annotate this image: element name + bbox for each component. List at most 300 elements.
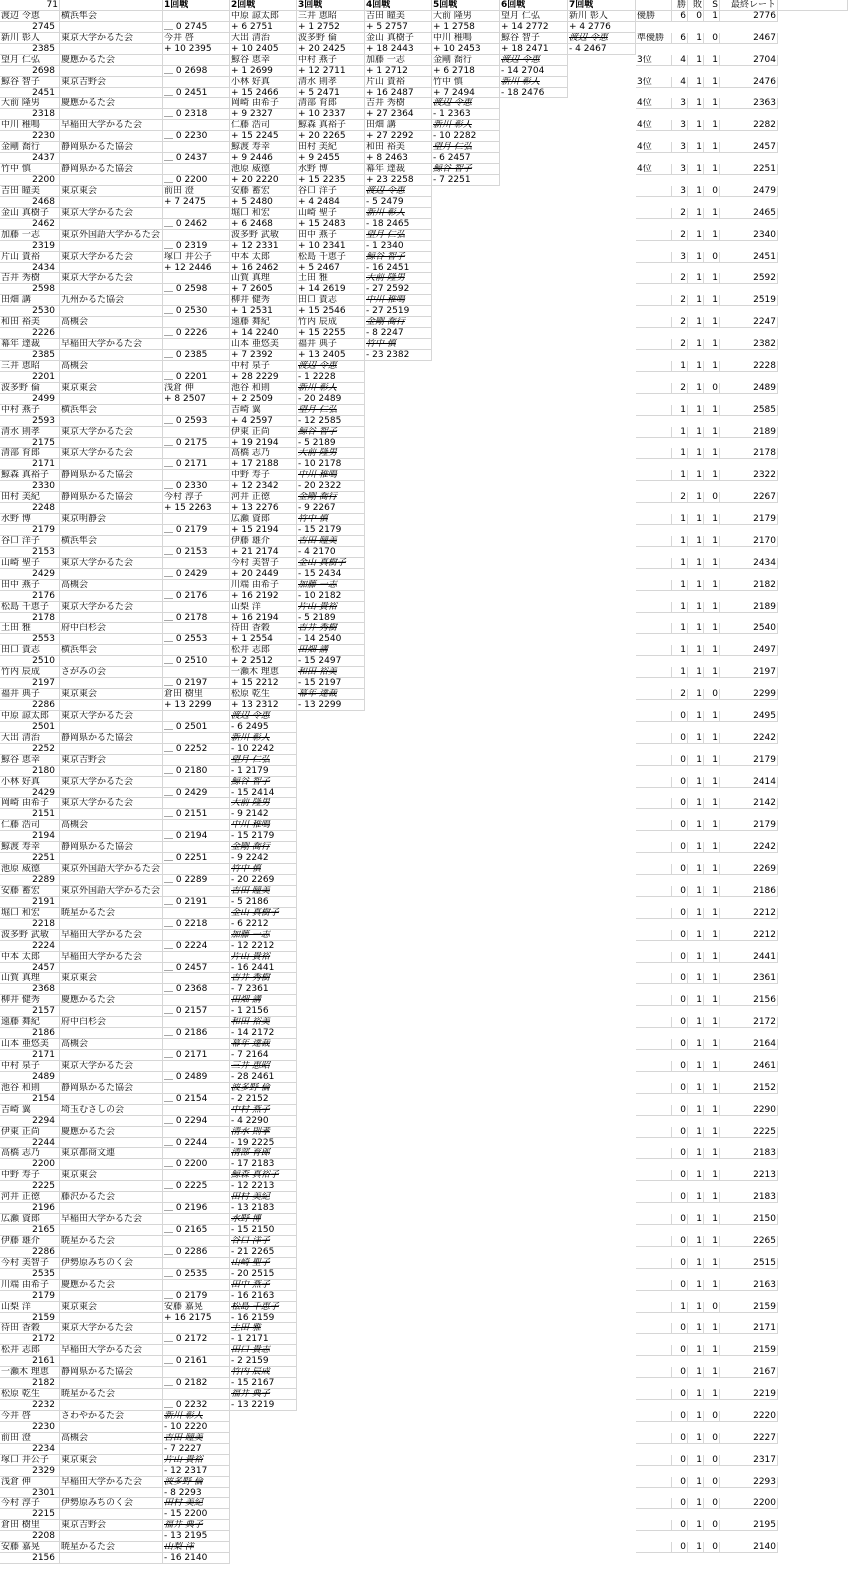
match-detail: + 6 2751: [230, 22, 297, 33]
player-s: 0: [704, 1433, 720, 1444]
player-detail-row: [0, 963, 848, 974]
player-s: 1: [704, 405, 720, 416]
player-club: 高槻会: [60, 1039, 163, 1050]
player-final-rate: 2434: [720, 558, 778, 569]
player-detail-row: [0, 350, 848, 361]
match-opponent: 竹中 慎: [230, 864, 297, 875]
club-blank: [60, 656, 163, 667]
player-final-rate: 2167: [720, 1367, 778, 1378]
player-detail-row: [0, 1006, 848, 1017]
player-losses: 1: [688, 733, 704, 744]
player-detail-row: [0, 1028, 848, 1039]
player-club: 静岡県かるた協会: [60, 470, 163, 481]
match-opponent: 鯨谷 智子: [365, 252, 432, 263]
match-opponent: 鯨森 真裕子: [297, 120, 365, 131]
match-opponent: 渡辺 令恵: [500, 55, 568, 66]
match-detail: ＿ 0 2437: [163, 153, 230, 164]
club-blank: [60, 1422, 163, 1433]
player-wins: 1: [672, 1302, 688, 1313]
player-detail-row: [0, 853, 848, 864]
player-final-rate: 2159: [720, 1345, 778, 1356]
player-club: 早稲田大学かるた会: [60, 952, 163, 963]
match-opponent: 一瀬木 理恵: [230, 667, 297, 678]
player-name: 浅倉 伸: [0, 1477, 60, 1488]
player-initial-rate: 2176: [0, 591, 60, 602]
player-final-rate: 2178: [720, 448, 778, 459]
player-place: [636, 1477, 672, 1488]
player-s: 0: [704, 1411, 720, 1422]
player-club: 東京大学かるた会: [60, 602, 163, 613]
match-opponent: [163, 448, 230, 459]
player-losses: 1: [688, 273, 704, 284]
player-club: 東京外国語大学かるた会: [60, 230, 163, 241]
match-detail: ＿ 0 2226: [163, 328, 230, 339]
player-place: 準優勝: [636, 33, 672, 44]
player-final-rate: 2219: [720, 1389, 778, 1400]
match-detail: - 5 2186: [230, 897, 297, 908]
club-blank: [60, 1247, 163, 1258]
match-opponent: 和田 裕美: [297, 667, 365, 678]
header-place-blank: [636, 0, 672, 11]
player-losses: 1: [688, 405, 704, 416]
player-club: 東京大学かるた会: [60, 252, 163, 263]
player-place: [636, 820, 672, 831]
player-losses: 1: [688, 1455, 704, 1466]
player-initial-rate: 2457: [0, 963, 60, 974]
match-opponent: [163, 142, 230, 153]
player-place: [636, 623, 672, 634]
match-opponent: [163, 536, 230, 547]
player-losses: 1: [688, 1258, 704, 1269]
match-detail: ＿ 0 2171: [163, 459, 230, 470]
player-wins: 4: [672, 55, 688, 66]
match-opponent: 川端 由希子: [230, 580, 297, 591]
player-initial-rate: 2294: [0, 1116, 60, 1127]
match-opponent: 田中 燕子: [297, 230, 365, 241]
club-blank: [60, 394, 163, 405]
player-club: 静岡県かるた協会: [60, 142, 163, 153]
player-wins: 0: [672, 1214, 688, 1225]
match-opponent: 新川 彰人: [432, 120, 500, 131]
player-losses: 1: [688, 623, 704, 634]
club-blank: [60, 372, 163, 383]
match-detail: + 14 2619: [297, 284, 365, 295]
player-losses: 1: [688, 1105, 704, 1116]
player-name-row: [0, 777, 848, 788]
player-s: 1: [704, 470, 720, 481]
player-place: [636, 1148, 672, 1159]
match-detail: - 4 2290: [230, 1116, 297, 1127]
player-name-row: [0, 1345, 848, 1356]
match-opponent: 中川 稚鳴: [432, 33, 500, 44]
player-losses: 1: [688, 142, 704, 153]
match-detail: ＿ 0 2157: [163, 1006, 230, 1017]
match-opponent: [163, 908, 230, 919]
player-name: 今村 美智子: [0, 1258, 60, 1269]
player-s: 1: [704, 164, 720, 175]
player-club: 東京都商文連: [60, 1148, 163, 1159]
player-detail-row: [0, 416, 848, 427]
player-s: 1: [704, 908, 720, 919]
club-blank: [60, 44, 163, 55]
player-s: 1: [704, 667, 720, 678]
match-detail: + 7 2605: [230, 284, 297, 295]
club-blank: [60, 875, 163, 886]
match-detail: ＿ 0 2244: [163, 1138, 230, 1149]
match-opponent: 鯨渡 寿幸: [230, 142, 297, 153]
player-s: 1: [704, 623, 720, 634]
player-initial-rate: 2510: [0, 656, 60, 667]
player-losses: 1: [688, 1214, 704, 1225]
match-opponent: 大前 隆男: [297, 448, 365, 459]
match-opponent: [163, 230, 230, 241]
club-blank: [60, 1509, 163, 1520]
match-opponent: 竹中 慎: [432, 77, 500, 88]
player-wins: 1: [672, 602, 688, 613]
match-detail: - 10 2220: [163, 1422, 230, 1433]
match-opponent: 吉井 秀樹: [297, 623, 365, 634]
player-final-rate: 2242: [720, 842, 778, 853]
player-name-row: [0, 1017, 848, 1028]
player-losses: 1: [688, 339, 704, 350]
header-round-4: 4回戦: [365, 0, 432, 11]
match-detail: ＿ 0 2196: [163, 1203, 230, 1214]
player-losses: 1: [688, 689, 704, 700]
player-detail-row: [0, 1050, 848, 1061]
match-detail: ＿ 0 2429: [163, 788, 230, 799]
player-detail-row: [0, 569, 848, 580]
player-s: 1: [704, 427, 720, 438]
match-opponent: 田口 貴志: [297, 295, 365, 306]
match-opponent: 中川 稚鳴: [365, 295, 432, 306]
player-name-row: [0, 252, 848, 263]
player-final-rate: 2179: [720, 755, 778, 766]
match-detail: + 20 2425: [297, 44, 365, 55]
player-s: 1: [704, 711, 720, 722]
player-initial-rate: 2153: [0, 547, 60, 558]
match-detail: ＿ 0 2178: [163, 613, 230, 624]
player-name: 谷口 洋子: [0, 536, 60, 547]
player-name-row: [0, 1542, 848, 1553]
player-final-rate: 2220: [720, 1411, 778, 1422]
header-round-7: 7回戦: [568, 0, 636, 11]
player-name-row: [0, 580, 848, 591]
player-initial-rate: 2191: [0, 897, 60, 908]
match-detail: - 14 2540: [297, 634, 365, 645]
player-losses: 1: [688, 1280, 704, 1291]
match-opponent: 望月 仁弘: [365, 230, 432, 241]
match-opponent: [163, 1389, 230, 1400]
match-detail: - 16 2451: [365, 263, 432, 274]
player-initial-rate: 2535: [0, 1269, 60, 1280]
player-name: 池原 威德: [0, 864, 60, 875]
match-opponent: 新川 彰人: [297, 383, 365, 394]
match-detail: - 10 2242: [230, 744, 297, 755]
player-place: [636, 1236, 672, 1247]
match-detail: - 1 2179: [230, 766, 297, 777]
player-initial-rate: 2225: [0, 1181, 60, 1192]
match-opponent: 金剛 喬行: [230, 842, 297, 853]
player-wins: 3: [672, 164, 688, 175]
match-opponent: 金剛 喬行: [297, 492, 365, 503]
player-final-rate: 2159: [720, 1302, 778, 1313]
match-detail: - 15 2497: [297, 656, 365, 667]
club-blank: [60, 722, 163, 733]
club-blank: [60, 897, 163, 908]
match-opponent: 片山 貴裕: [365, 77, 432, 88]
match-opponent: 大前 隆男: [230, 798, 297, 809]
match-opponent: 波多野 武敏: [230, 230, 297, 241]
club-blank: [60, 1138, 163, 1149]
header-round-6: 6回戦: [500, 0, 568, 11]
club-blank: [60, 1094, 163, 1105]
match-opponent: [163, 55, 230, 66]
player-name-row: [0, 952, 848, 963]
player-final-rate: 2293: [720, 1477, 778, 1488]
player-s: 1: [704, 1192, 720, 1203]
player-initial-rate: 2200: [0, 1159, 60, 1170]
match-opponent: 竹内 辰成: [297, 317, 365, 328]
player-name-row: [0, 1477, 848, 1488]
match-detail: - 12 2317: [163, 1466, 230, 1477]
player-wins: 0: [672, 1127, 688, 1138]
match-detail: ＿ 0 2553: [163, 634, 230, 645]
match-detail: - 7 2361: [230, 984, 297, 995]
match-opponent: [163, 995, 230, 1006]
player-place: 4位: [636, 120, 672, 131]
match-opponent: [163, 77, 230, 88]
match-detail: - 6 2495: [230, 722, 297, 733]
player-initial-rate: 2201: [0, 372, 60, 383]
player-wins: 0: [672, 1105, 688, 1116]
match-detail: ＿ 0 2286: [163, 1247, 230, 1258]
player-losses: 1: [688, 77, 704, 88]
match-detail: + 1 2699: [230, 66, 297, 77]
player-place: [636, 1411, 672, 1422]
player-place: [636, 1280, 672, 1291]
player-detail-row: [0, 306, 848, 317]
player-place: [636, 1127, 672, 1138]
player-name: 大出 清治: [0, 733, 60, 744]
player-name-row: [0, 470, 848, 481]
match-opponent: 前田 澄: [163, 186, 230, 197]
player-final-rate: 2186: [720, 886, 778, 897]
match-detail: ＿ 0 2200: [163, 1159, 230, 1170]
player-final-rate: 2540: [720, 623, 778, 634]
player-club: 東京大学かるた会: [60, 1061, 163, 1072]
header-s: S: [704, 0, 720, 11]
match-detail: + 12 2446: [163, 263, 230, 274]
player-wins: 2: [672, 317, 688, 328]
player-s: 1: [704, 230, 720, 241]
player-name-row: [0, 667, 848, 678]
player-place: [636, 273, 672, 284]
player-name: 一瀬木 理恵: [0, 1367, 60, 1378]
player-name-row: [0, 645, 848, 656]
club-blank: [60, 131, 163, 142]
player-club: 東京東会: [60, 1170, 163, 1181]
match-detail: - 15 2434: [297, 569, 365, 580]
match-detail: ＿ 0 2385: [163, 350, 230, 361]
player-final-rate: 2156: [720, 995, 778, 1006]
player-final-rate: 2269: [720, 864, 778, 875]
player-club: 早稲田大学かるた会: [60, 1477, 163, 1488]
match-opponent: [163, 842, 230, 853]
player-detail-row: [0, 1072, 848, 1083]
club-blank: [60, 153, 163, 164]
club-blank: [60, 1116, 163, 1127]
player-name-row: [0, 339, 848, 350]
player-place: [636, 383, 672, 394]
player-name-row: [0, 733, 848, 744]
player-initial-rate: 2215: [0, 1509, 60, 1520]
club-blank: [60, 766, 163, 777]
match-detail: ＿ 0 2598: [163, 284, 230, 295]
club-blank: [60, 503, 163, 514]
club-blank: [60, 1313, 163, 1324]
club-blank: [60, 22, 163, 33]
club-blank: [60, 525, 163, 536]
player-wins: 3: [672, 252, 688, 263]
player-club: 東京大学かるた会: [60, 1323, 163, 1334]
player-place: 3位: [636, 55, 672, 66]
player-final-rate: 2212: [720, 908, 778, 919]
match-detail: ＿ 0 2218: [163, 919, 230, 930]
match-opponent: [163, 1105, 230, 1116]
player-final-rate: 2182: [720, 580, 778, 591]
match-detail: - 1 2156: [230, 1006, 297, 1017]
match-detail: - 15 2150: [230, 1225, 297, 1236]
player-name-row: [0, 77, 848, 88]
player-losses: 1: [688, 1192, 704, 1203]
player-losses: 1: [688, 602, 704, 613]
match-detail: + 14 2240: [230, 328, 297, 339]
player-wins: 0: [672, 973, 688, 984]
player-initial-rate: 2178: [0, 613, 60, 624]
player-place: 3位: [636, 77, 672, 88]
player-name-row: [0, 930, 848, 941]
player-initial-rate: 2151: [0, 809, 60, 820]
player-name: 水野 博: [0, 514, 60, 525]
player-name: 中原 諒太郎: [0, 711, 60, 722]
match-detail: + 9 2446: [230, 153, 297, 164]
player-initial-rate: 2182: [0, 1378, 60, 1389]
player-name: 小林 好真: [0, 777, 60, 788]
match-detail: - 9 2267: [297, 503, 365, 514]
player-name-row: [0, 1302, 848, 1313]
player-club: 早稲田大学かるた会: [60, 1345, 163, 1356]
match-opponent: 清水 則孝: [297, 77, 365, 88]
match-opponent: [163, 120, 230, 131]
player-name: 堀口 和宏: [0, 908, 60, 919]
player-name-row: [0, 230, 848, 241]
club-blank: [60, 919, 163, 930]
player-name-row: [0, 558, 848, 569]
match-detail: + 1 2752: [297, 22, 365, 33]
player-losses: 1: [688, 492, 704, 503]
player-name: 待田 香穀: [0, 1323, 60, 1334]
player-wins: 0: [672, 1192, 688, 1203]
player-wins: 0: [672, 1170, 688, 1181]
player-name: 川端 由希子: [0, 1280, 60, 1291]
player-name: 岡崎 由希子: [0, 798, 60, 809]
player-final-rate: 2247: [720, 317, 778, 328]
match-opponent: 山崎 聖子: [297, 208, 365, 219]
player-name: 塚口 井公子: [0, 1455, 60, 1466]
player-wins: 0: [672, 1061, 688, 1072]
club-blank: [60, 1334, 163, 1345]
player-final-rate: 2441: [720, 952, 778, 963]
match-opponent: 田口 貴志: [230, 1345, 297, 1356]
match-detail: ＿ 0 2175: [163, 438, 230, 449]
player-losses: 1: [688, 1302, 704, 1313]
match-opponent: 安藤 嘉晃: [163, 1302, 230, 1313]
player-place: [636, 1345, 672, 1356]
player-name-row: [0, 1498, 848, 1509]
player-initial-rate: 2234: [0, 1444, 60, 1455]
match-opponent: 安藤 蓄宏: [230, 186, 297, 197]
match-detail: - 16 2140: [163, 1553, 230, 1564]
player-name-row: [0, 273, 848, 284]
match-detail: - 2 2159: [230, 1356, 297, 1367]
player-initial-rate: 2171: [0, 1050, 60, 1061]
match-detail: + 7 2494: [432, 88, 500, 99]
match-detail: ＿ 0 2153: [163, 547, 230, 558]
player-place: [636, 1192, 672, 1203]
player-name: 中本 太郎: [0, 952, 60, 963]
player-name: 大前 隆男: [0, 98, 60, 109]
player-name-row: [0, 1061, 848, 1072]
player-losses: 1: [688, 777, 704, 788]
match-opponent: [163, 645, 230, 656]
player-club: 高槻会: [60, 580, 163, 591]
player-initial-rate: 2289: [0, 875, 60, 886]
player-final-rate: 2171: [720, 1323, 778, 1334]
player-initial-rate: 2232: [0, 1400, 60, 1411]
match-opponent: 鯨谷 智子: [297, 427, 365, 438]
player-losses: 1: [688, 1039, 704, 1050]
player-place: [636, 470, 672, 481]
player-wins: 2: [672, 339, 688, 350]
player-final-rate: 2213: [720, 1170, 778, 1181]
match-detail: - 13 2299: [297, 700, 365, 711]
player-place: [636, 427, 672, 438]
player-place: [636, 842, 672, 853]
player-s: 1: [704, 536, 720, 547]
club-blank: [60, 591, 163, 602]
player-wins: 3: [672, 98, 688, 109]
match-detail: - 19 2225: [230, 1138, 297, 1149]
player-detail-row: [0, 875, 848, 886]
player-club: 東京大学かるた会: [60, 448, 163, 459]
match-opponent: 今井 啓: [163, 33, 230, 44]
player-club: 東京吉野会: [60, 755, 163, 766]
player-wins: 0: [672, 777, 688, 788]
club-blank: [60, 984, 163, 995]
club-blank: [60, 328, 163, 339]
match-opponent: [163, 930, 230, 941]
match-opponent: 高橋 志乃: [230, 448, 297, 459]
player-detail-row: [0, 656, 848, 667]
player-wins: 0: [672, 820, 688, 831]
match-opponent: 和田 裕美: [365, 142, 432, 153]
match-opponent: 大前 隆男: [365, 273, 432, 284]
player-initial-rate: 2318: [0, 109, 60, 120]
player-wins: 1: [672, 470, 688, 481]
player-s: 0: [704, 1302, 720, 1313]
player-club: 静岡県かるた協会: [60, 842, 163, 853]
player-wins: 0: [672, 864, 688, 875]
